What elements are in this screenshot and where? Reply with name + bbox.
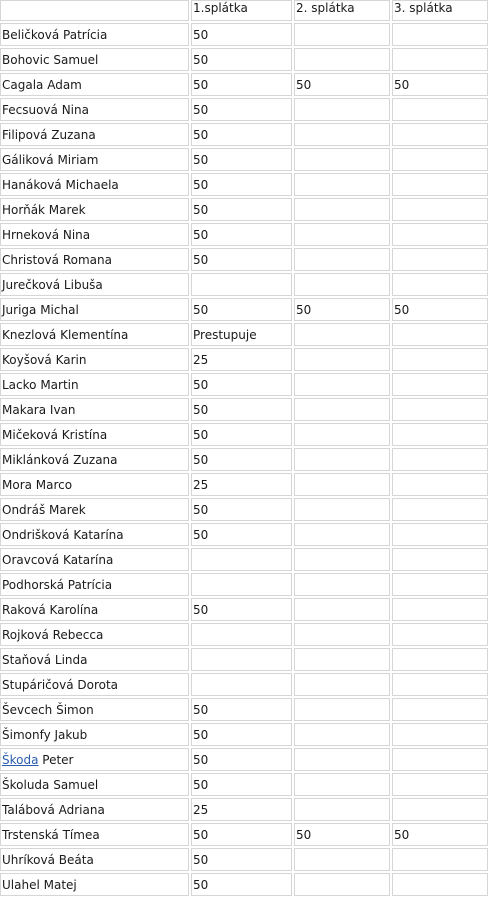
table-row	[0, 273, 488, 296]
installment-1-cell: 50	[191, 248, 292, 271]
installment-2-cell	[294, 48, 390, 71]
installment-1-cell: 50	[191, 748, 292, 771]
installment-1-cell: 50	[191, 373, 292, 396]
installment-2-cell	[294, 23, 390, 46]
installment-1-cell: 50	[191, 173, 292, 196]
installment-3-cell	[392, 423, 488, 446]
installment-3-cell	[392, 873, 488, 896]
installment-2-cell	[294, 798, 390, 821]
installment-1-cell: 50	[191, 73, 292, 96]
table-row	[0, 373, 488, 396]
table-row	[0, 398, 488, 421]
installment-3-cell	[392, 123, 488, 146]
installment-2-cell	[294, 448, 390, 471]
student-name-cell	[0, 748, 189, 771]
installment-1-cell	[191, 648, 292, 671]
installment-1-cell: 50	[191, 148, 292, 171]
student-name-cell: Ondrišková Katarína	[0, 523, 189, 546]
installment-2-cell	[294, 198, 390, 221]
installment-2-cell	[294, 273, 390, 296]
table-row	[0, 473, 488, 496]
student-name-cell: Mičeková Kristína	[0, 423, 189, 446]
installment-2-cell	[294, 698, 390, 721]
table-row	[0, 848, 488, 871]
installment-1-cell: 50	[191, 223, 292, 246]
installment-2-cell: 50	[294, 298, 390, 321]
installment-2-cell	[294, 173, 390, 196]
installment-2-cell	[294, 598, 390, 621]
installment-3-cell	[392, 648, 488, 671]
installment-1-cell: Prestupuje	[191, 323, 292, 346]
installment-2-cell	[294, 498, 390, 521]
student-name-cell: Gáliková Miriam	[0, 148, 189, 171]
student-name-cell: Christová Romana	[0, 248, 189, 271]
installment-3-cell	[392, 623, 488, 646]
student-name-cell: Uhríková Beáta	[0, 848, 189, 871]
student-name-cell: Talábová Adriana	[0, 798, 189, 821]
installment-1-cell	[191, 573, 292, 596]
student-name-cell: Makara Ivan	[0, 398, 189, 421]
installment-1-cell: 50	[191, 773, 292, 796]
installment-3-cell	[392, 748, 488, 771]
student-name-cell: Ondráš Marek	[0, 498, 189, 521]
installment-1-cell: 50	[191, 98, 292, 121]
student-name-cell: Podhorská Patrícia	[0, 573, 189, 596]
installment-3-cell	[392, 548, 488, 571]
student-name-link[interactable]: Škoda	[2, 752, 39, 767]
installment-3-cell	[392, 698, 488, 721]
installment-3-cell	[392, 23, 488, 46]
student-name-cell: Trstenská Tímea	[0, 823, 189, 846]
installment-2-cell	[294, 848, 390, 871]
student-name-cell: Šimonfy Jakub	[0, 723, 189, 746]
installment-2-cell	[294, 223, 390, 246]
installment-3-cell	[392, 148, 488, 171]
table-row	[0, 448, 488, 471]
student-name-cell: Mora Marco	[0, 473, 189, 496]
installment-2-cell	[294, 673, 390, 696]
installment-2-cell	[294, 98, 390, 121]
installment-1-cell: 50	[191, 723, 292, 746]
table-row	[0, 548, 488, 571]
installment-3-cell	[392, 723, 488, 746]
installment-2-cell	[294, 523, 390, 546]
student-name-cell: Hrneková Nina	[0, 223, 189, 246]
student-name-cell: Raková Karolína	[0, 598, 189, 621]
installment-1-cell: 50	[191, 448, 292, 471]
installment-3-cell	[392, 373, 488, 396]
installment-3-cell: 50	[392, 298, 488, 321]
installment-2-cell	[294, 323, 390, 346]
installment-1-cell: 50	[191, 423, 292, 446]
table-row	[0, 248, 488, 271]
student-name-cell: Stupáričová Dorota	[0, 673, 189, 696]
installment-3-cell: 50	[392, 73, 488, 96]
student-name-cell: Ševcech Šimon	[0, 698, 189, 721]
header-installment-2: 2. splátka	[294, 0, 390, 21]
installment-3-cell	[392, 498, 488, 521]
table-row	[0, 148, 488, 171]
table-row	[0, 598, 488, 621]
student-name-cell: Hanáková Michaela	[0, 173, 189, 196]
table-row	[0, 498, 488, 521]
installment-3-cell	[392, 323, 488, 346]
student-name-cell: Filipová Zuzana	[0, 123, 189, 146]
student-name-cell: Horňák Marek	[0, 198, 189, 221]
installment-2-cell	[294, 373, 390, 396]
installment-3-cell	[392, 848, 488, 871]
installment-2-cell	[294, 623, 390, 646]
table-row	[0, 798, 488, 821]
table-row	[0, 748, 488, 771]
installment-1-cell: 50	[191, 598, 292, 621]
installment-1-cell: 50	[191, 198, 292, 221]
installment-1-cell: 50	[191, 698, 292, 721]
installment-1-cell: 50	[191, 498, 292, 521]
table-row	[0, 523, 488, 546]
student-name-rest: Peter	[38, 752, 74, 767]
installment-3-cell: 50	[392, 823, 488, 846]
table-row	[0, 623, 488, 646]
student-name-cell: Miklánková Zuzana	[0, 448, 189, 471]
table-row	[0, 823, 488, 846]
student-name-cell: Juriga Michal	[0, 298, 189, 321]
installment-3-cell	[392, 773, 488, 796]
installment-2-cell	[294, 248, 390, 271]
installment-2-cell	[294, 423, 390, 446]
installment-2-cell	[294, 648, 390, 671]
table-row	[0, 123, 488, 146]
installment-3-cell	[392, 798, 488, 821]
student-name-cell: Jurečková Libuša	[0, 273, 189, 296]
installment-3-cell	[392, 98, 488, 121]
header-installment-3: 3. splátka	[392, 0, 488, 21]
student-name-cell: Oravcová Katarína	[0, 548, 189, 571]
installment-2-cell	[294, 548, 390, 571]
student-name-cell: Lacko Martin	[0, 373, 189, 396]
installment-2-cell: 50	[294, 73, 390, 96]
installment-2-cell	[294, 148, 390, 171]
installment-3-cell	[392, 48, 488, 71]
installment-1-cell	[191, 673, 292, 696]
student-name-cell: Cagala Adam	[0, 73, 189, 96]
installment-2-cell	[294, 473, 390, 496]
installment-1-cell	[191, 548, 292, 571]
installment-1-cell: 25	[191, 473, 292, 496]
installment-3-cell	[392, 448, 488, 471]
installment-2-cell	[294, 348, 390, 371]
table-row	[0, 648, 488, 671]
installment-1-cell: 25	[191, 798, 292, 821]
installment-1-cell: 50	[191, 848, 292, 871]
installment-2-cell	[294, 398, 390, 421]
student-name-cell: Bohovic Samuel	[0, 48, 189, 71]
installment-1-cell: 50	[191, 123, 292, 146]
installment-3-cell	[392, 248, 488, 271]
installment-1-cell: 50	[191, 823, 292, 846]
table-row	[0, 298, 488, 321]
student-name-cell: Fecsuová Nina	[0, 98, 189, 121]
installment-3-cell	[392, 573, 488, 596]
installment-1-cell: 50	[191, 48, 292, 71]
installment-1-cell: 50	[191, 23, 292, 46]
student-name-cell: Ulahel Matej	[0, 873, 189, 896]
header-row	[0, 0, 488, 21]
header-installment-1: 1.splátka	[191, 0, 292, 21]
installment-2-cell	[294, 123, 390, 146]
table-row	[0, 73, 488, 96]
installment-3-cell	[392, 273, 488, 296]
installment-1-cell	[191, 623, 292, 646]
installment-3-cell	[392, 173, 488, 196]
table-row	[0, 423, 488, 446]
table-row	[0, 223, 488, 246]
table-row	[0, 573, 488, 596]
installment-1-cell	[191, 273, 292, 296]
installment-2-cell	[294, 573, 390, 596]
installment-1-cell: 50	[191, 873, 292, 896]
student-name-cell: Staňová Linda	[0, 648, 189, 671]
student-name-cell: Knezlová Klementína	[0, 323, 189, 346]
installment-2-cell	[294, 773, 390, 796]
student-name-cell: Rojková Rebecca	[0, 623, 189, 646]
table-row	[0, 673, 488, 696]
installment-3-cell	[392, 198, 488, 221]
table-header	[0, 0, 488, 21]
student-name-cell: Školuda Samuel	[0, 773, 189, 796]
installment-2-cell: 50	[294, 823, 390, 846]
installment-1-cell: 50	[191, 523, 292, 546]
student-name-cell: Beličková Patrícia	[0, 23, 189, 46]
table-row	[0, 173, 488, 196]
installment-3-cell	[392, 598, 488, 621]
installment-2-cell	[294, 748, 390, 771]
table-row	[0, 348, 488, 371]
table-row	[0, 773, 488, 796]
installment-3-cell	[392, 673, 488, 696]
installment-3-cell	[392, 348, 488, 371]
table-row	[0, 873, 488, 896]
table-body	[0, 23, 488, 896]
table-row	[0, 23, 488, 46]
installment-3-cell	[392, 398, 488, 421]
installment-3-cell	[392, 223, 488, 246]
student-name-cell: Koyšová Karin	[0, 348, 189, 371]
table-row	[0, 723, 488, 746]
installment-1-cell: 50	[191, 298, 292, 321]
installment-1-cell: 50	[191, 398, 292, 421]
installment-2-cell	[294, 723, 390, 746]
table-row	[0, 198, 488, 221]
installment-3-cell	[392, 523, 488, 546]
installment-3-cell	[392, 473, 488, 496]
table-row	[0, 698, 488, 721]
table-row	[0, 48, 488, 71]
table-row	[0, 323, 488, 346]
installment-1-cell: 25	[191, 348, 292, 371]
header-name	[0, 0, 189, 21]
table-row	[0, 98, 488, 121]
installment-2-cell	[294, 873, 390, 896]
